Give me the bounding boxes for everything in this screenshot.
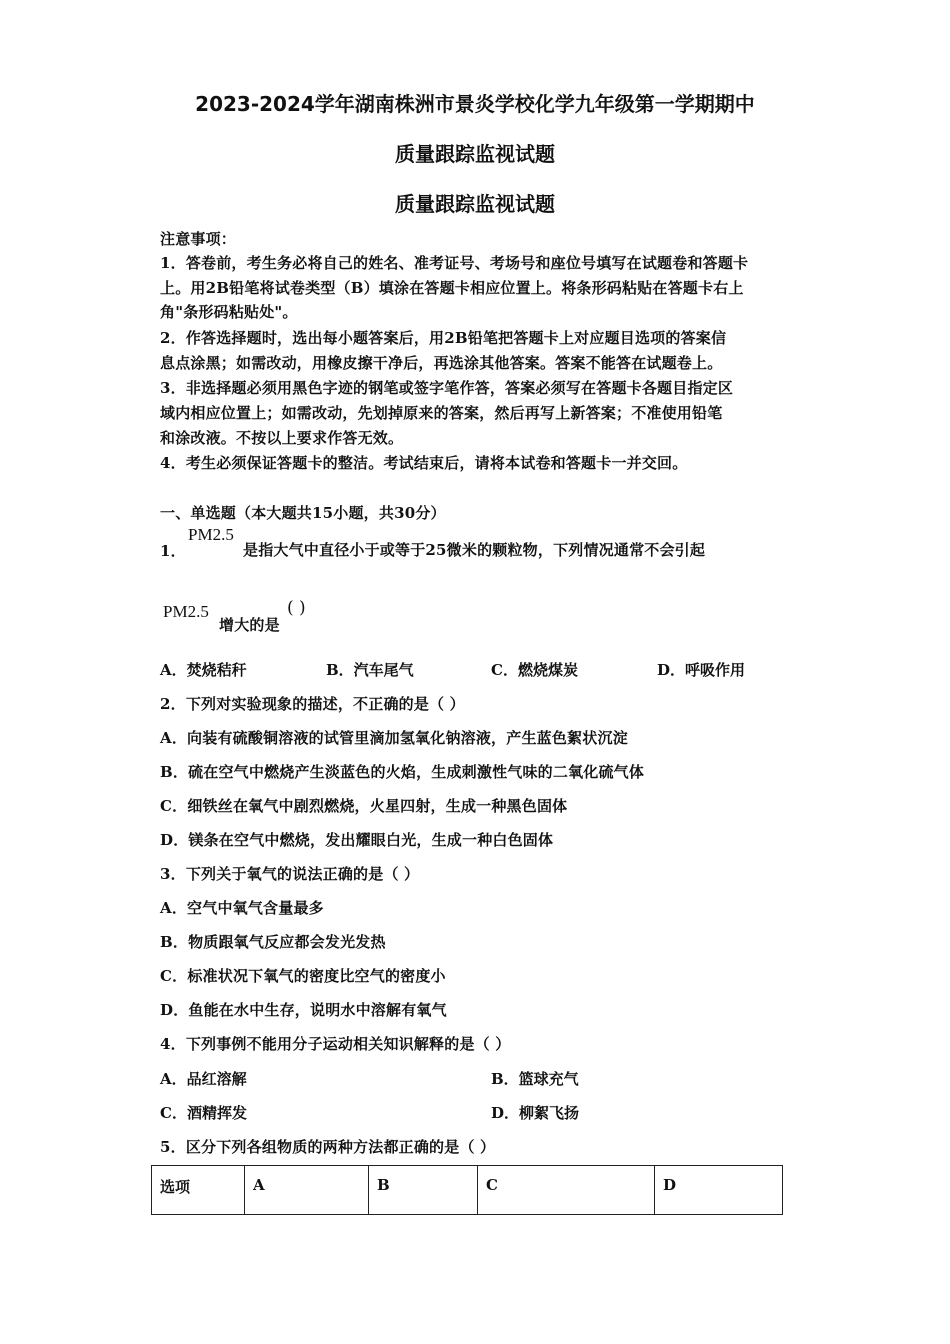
notice-line: 角"条形码粘贴处"。 <box>160 303 298 321</box>
notice-line: 和涂改液。不按以上要求作答无效。 <box>160 429 404 447</box>
q4-option-b: B．篮球充气 <box>491 1070 579 1088</box>
q5-table <box>151 1165 783 1215</box>
q4-option-d: D．柳絮飞扬 <box>491 1104 580 1122</box>
notice-line: 2．作答选择题时，选出每小题答案后，用2B铅笔把答题卡上对应题目选项的答案信 <box>160 329 727 347</box>
q1-pm25-term: PM2.5 <box>163 602 209 621</box>
q3-option-a: A．空气中氧气含量最多 <box>160 899 324 917</box>
q2-option-d: D．镁条在空气中燃烧，发出耀眼白光，生成一种白色固体 <box>160 831 554 849</box>
q1-stem-text: 是指大气中直径小于或等于25微米的颗粒物，下列情况通常不会引起 <box>243 541 706 559</box>
q1-option-a: A．焚烧秸秆 <box>160 661 247 679</box>
q4-stem: 4．下列事例不能用分子运动相关知识解释的是（ ） <box>160 1035 511 1053</box>
q3-option-d: D．鱼能在水中生存，说明水中溶解有氧气 <box>160 1001 447 1019</box>
exam-title-line-3: 质量跟踪监视试题 <box>395 192 555 216</box>
q1-option-d: D．呼吸作用 <box>657 661 746 679</box>
q2-option-b: B．硫在空气中燃烧产生淡蓝色的火焰，生成刺激性气味的二氧化硫气体 <box>160 763 645 781</box>
notice-line: 1．答卷前，考生务必将自己的姓名、准考证号、考场号和座位号填写在试题卷和答题卡 <box>160 254 749 272</box>
exam-title-line-1: 2023-2024学年湖南株洲市景炎学校化学九年级第一学期期中 <box>195 92 755 116</box>
q1-option-b: B．汽车尾气 <box>326 661 414 679</box>
q4-option-a: A．品红溶解 <box>160 1070 247 1088</box>
table-header-cell: D <box>655 1166 783 1215</box>
q1-pm25-term: PM2.5 <box>188 525 234 544</box>
notice-heading: 注意事项： <box>160 230 237 248</box>
q3-option-c: C．标准状况下氧气的密度比空气的密度小 <box>160 967 446 985</box>
table-row <box>152 1166 783 1215</box>
q2-option-c: C．细铁丝在氧气中剧烈燃烧，火星四射，生成一种黑色固体 <box>160 797 568 815</box>
table-header-cell: C <box>478 1166 655 1215</box>
notice-line: 4．考生必须保证答题卡的整洁。考试结束后，请将本试卷和答题卡一并交回。 <box>160 454 688 472</box>
q3-stem: 3．下列关于氧气的说法正确的是（ ） <box>160 865 420 883</box>
table-header-cell: A <box>245 1166 369 1215</box>
q2-stem: 2．下列对实验现象的描述，不正确的是（ ） <box>160 695 465 713</box>
notice-line: 域内相应位置上；如需改动，先划掉原来的答案，然后再写上新答案；不准使用铅笔 <box>160 404 723 422</box>
q1-stem-text: 增大的是 <box>219 616 280 634</box>
q2-option-a: A．向装有硫酸铜溶液的试管里滴加氢氧化钠溶液，产生蓝色絮状沉淀 <box>160 729 628 747</box>
table-header-cell: 选项 <box>152 1166 245 1215</box>
q4-option-c: C．酒精挥发 <box>160 1104 247 1122</box>
q1-number: 1． <box>160 542 186 560</box>
exam-title-line-2: 质量跟踪监视试题 <box>395 142 555 166</box>
section-heading: 一、单选题（本大题共15小题，共30分） <box>160 504 446 522</box>
notice-line: 3．非选择题必须用黑色字迹的钢笔或签字笔作答，答案必须写在答题卡各题目指定区 <box>160 379 734 397</box>
q5-stem: 5．区分下列各组物质的两种方法都正确的是（ ） <box>160 1138 496 1156</box>
notice-line: 上。用2B铅笔将试卷类型（B）填涂在答题卡相应位置上。将条形码粘贴在答题卡右上 <box>160 279 744 297</box>
q1-answer-blank: ( ) <box>287 598 306 618</box>
q3-option-b: B．物质跟氧气反应都会发光发热 <box>160 933 386 951</box>
table-header-cell: B <box>369 1166 478 1215</box>
notice-line: 息点涂黑；如需改动，用橡皮擦干净后，再选涂其他答案。答案不能答在试题卷上。 <box>160 354 723 372</box>
q1-option-c: C．燃烧煤炭 <box>491 661 578 679</box>
